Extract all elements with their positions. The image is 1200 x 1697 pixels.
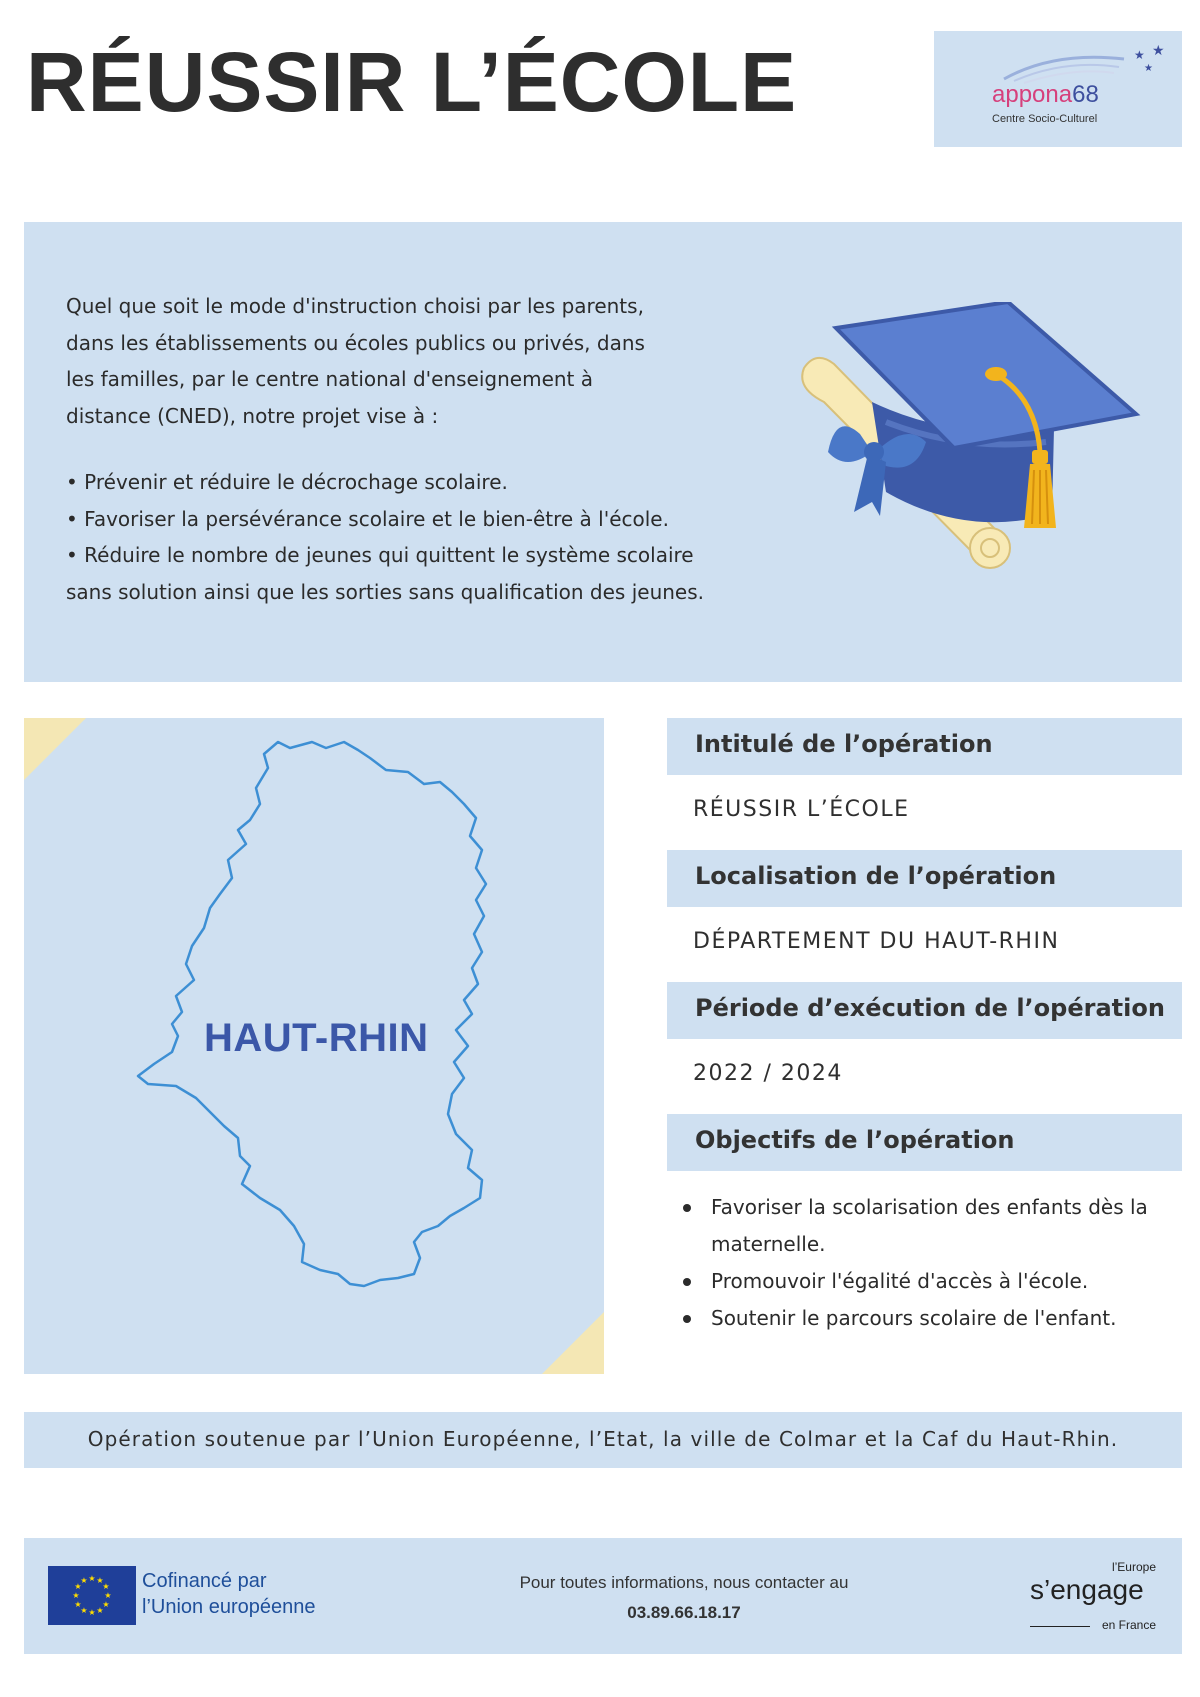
intro-bullet: • Prévenir et réduire le décrochage scolaire. (66, 470, 508, 494)
logo-swoosh-icon (994, 45, 1174, 85)
europe-engage-logo (1026, 1560, 1156, 1636)
objective-item: Favoriser la scolarisation des enfants dès la maternelle. (683, 1189, 1182, 1263)
eu-flag-icon (48, 1566, 136, 1625)
intro-line: Quel que soit le mode d'instruction choisi par les parents, (66, 294, 644, 318)
intro-line: dans les établissements ou écoles publics ou privés, dans (66, 330, 645, 355)
contact-info (444, 1568, 924, 1628)
engage-divider (1030, 1626, 1090, 1627)
corner-triangle-top-left (24, 718, 86, 780)
intro-line: distance (CNED), notre projet vise à : (66, 403, 439, 428)
svg-text:★: ★ (88, 1574, 96, 1583)
info-heading-period: Période d’exécution de l’opération (667, 982, 1182, 1039)
support-banner: Opération soutenue par l’Union Européenne, l’Etat, la ville de Colmar et la Caf du Haut-Rhin. (24, 1412, 1182, 1468)
info-value-location: DÉPARTEMENT DU HAUT-RHIN (693, 929, 1060, 954)
svg-text:★: ★ (96, 1576, 104, 1585)
info-heading-title: Intitulé de l’opération (667, 718, 1182, 775)
engage-top-text: l’Europe (1111, 1560, 1156, 1574)
engage-main-text: s’engage (1030, 1574, 1144, 1605)
info-heading-objectives: Objectifs de l’opération (667, 1114, 1182, 1171)
corner-triangle-bottom-right (542, 1312, 604, 1374)
engage-bottom-text: en France (1101, 1618, 1156, 1632)
intro-paragraph (66, 288, 786, 434)
map-label: HAUT-RHIN (204, 1016, 429, 1060)
info-heading-location: Localisation de l’opération (667, 850, 1182, 907)
intro-bullet: sans solution ainsi que les sorties sans qualification des jeunes. (66, 579, 704, 604)
logo-subtitle: Centre Socio-Culturel (992, 113, 1098, 125)
eu-line-1: Cofinancé par (142, 1570, 267, 1592)
footer (24, 1538, 1182, 1654)
graduation-cap-diploma-icon (776, 302, 1176, 602)
eu-line-2: l’Union européenne (142, 1596, 316, 1618)
contact-line: Pour toutes informations, nous contacter au (519, 1573, 849, 1592)
svg-text:★: ★ (1144, 63, 1153, 74)
svg-text:★: ★ (1134, 48, 1145, 62)
intro-bullet: • Réduire le nombre de jeunes qui quittent le système scolaire (66, 543, 694, 567)
objectives-list (667, 1189, 1182, 1337)
haut-rhin-outline (138, 742, 486, 1286)
svg-text:★: ★ (80, 1606, 88, 1615)
objective-item: Promouvoir l'égalité d'accès à l'école. (683, 1263, 1182, 1300)
svg-text:★: ★ (74, 1582, 82, 1591)
appona68-logo (934, 31, 1182, 147)
svg-text:★: ★ (96, 1606, 104, 1615)
logo-name-part2: 68 (1072, 81, 1099, 108)
intro-line: les familles, par le centre national d'enseignement à (66, 367, 594, 391)
svg-text:★: ★ (74, 1600, 82, 1609)
svg-text:★: ★ (88, 1608, 96, 1617)
contact-phone[interactable]: 03.89.66.18.17 (627, 1603, 741, 1622)
map-panel (24, 718, 604, 1374)
eu-cofinance-text (142, 1568, 315, 1620)
info-value-title: RÉUSSIR L’ÉCOLE (693, 797, 910, 822)
info-value-period: 2022 / 2024 (693, 1061, 843, 1086)
svg-text:★: ★ (102, 1600, 110, 1609)
operation-info (667, 718, 1182, 1337)
svg-text:★: ★ (80, 1576, 88, 1585)
intro-bullet: • Favoriser la persévérance scolaire et le bien-être à l'école. (66, 506, 669, 531)
intro-panel (24, 222, 1182, 682)
objective-item: Soutenir le parcours scolaire de l'enfant. (683, 1300, 1182, 1337)
svg-text:★: ★ (72, 1591, 80, 1600)
page-title: RÉUSSIR L’ÉCOLE (26, 35, 798, 129)
svg-text:★: ★ (102, 1582, 110, 1591)
intro-bullets (66, 464, 786, 610)
intro-text (66, 288, 786, 610)
svg-text:★: ★ (104, 1591, 112, 1600)
logo-name-part1: appona (992, 81, 1073, 108)
svg-text:★: ★ (1152, 45, 1165, 59)
logo-name (992, 81, 1099, 109)
